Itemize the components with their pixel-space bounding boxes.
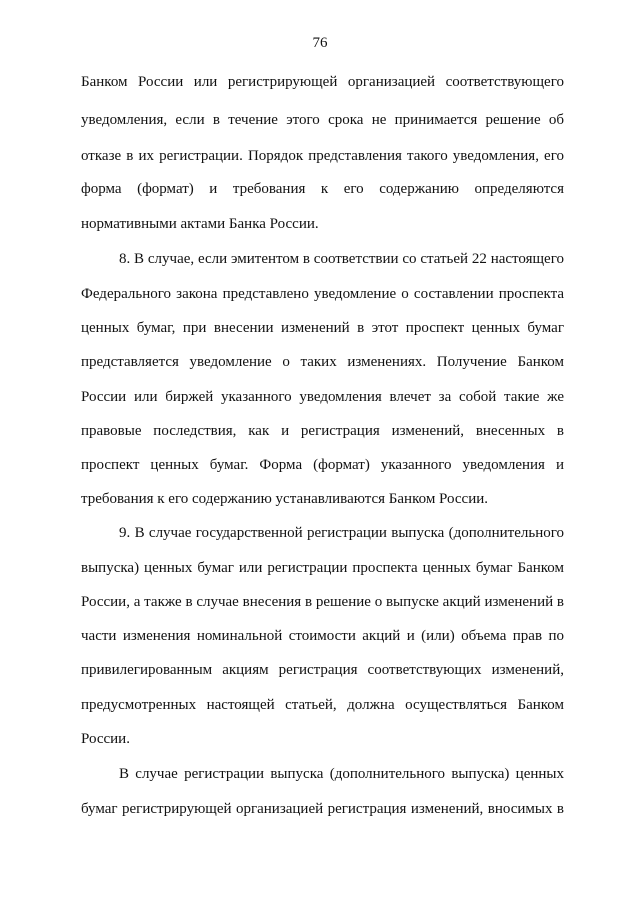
text-line: ценных бумаг, при внесении изменений в этот проспект ценных бумаг — [81, 320, 564, 336]
text-line: части изменения номинальной стоимости акций и (или) объема прав по — [81, 628, 564, 644]
text-line: отказе в их регистрации. Порядок представления такого уведомления, его — [81, 148, 564, 164]
text-line: предусмотренных настоящей статьей, должна осуществляться Банком — [81, 697, 564, 713]
text-line: нормативными актами Банка России. — [81, 216, 319, 232]
text-line: представляется уведомление о таких изменениях. Получение Банком — [81, 354, 564, 370]
text-line: уведомления, если в течение этого срока не принимается решение об — [81, 112, 564, 128]
text-line: привилегированным акциям регистрация соответствующих изменений, — [81, 662, 564, 678]
text-line: В случае регистрации выпуска (дополнительного выпуска) ценных — [119, 766, 564, 782]
text-line: требования к его содержанию устанавливаются Банком России. — [81, 491, 489, 507]
text-line: России или биржей указанного уведомления влечет за собой такие же — [81, 389, 564, 405]
text-line: России. — [81, 731, 130, 747]
text-line: Банком России или регистрирующей организацией соответствующего — [81, 74, 564, 90]
text-line: бумаг регистрирующей организацией регистрация изменений, вносимых в — [81, 801, 564, 817]
text-line: России, а также в случае внесения в решение о выпуске акций изменений в — [81, 594, 564, 610]
text-line: 9. В случае государственной регистрации выпуска (дополнительного — [119, 525, 564, 541]
page-number: 76 — [312, 35, 328, 51]
text-line: правовые последствия, как и регистрация изменений, внесенных в — [81, 423, 564, 439]
text-line: форма (формат) и требования к его содержанию определяются — [81, 181, 564, 197]
text-line: выпуска) ценных бумаг или регистрации проспекта ценных бумаг Банком — [81, 560, 564, 576]
text-line: 8. В случае, если эмитентом в соответствии со статьей 22 настоящего — [119, 251, 564, 267]
text-line: проспект ценных бумаг. Форма (формат) указанного уведомления и — [81, 457, 564, 473]
text-line: Федерального закона представлено уведомление о составлении проспекта — [81, 286, 564, 302]
